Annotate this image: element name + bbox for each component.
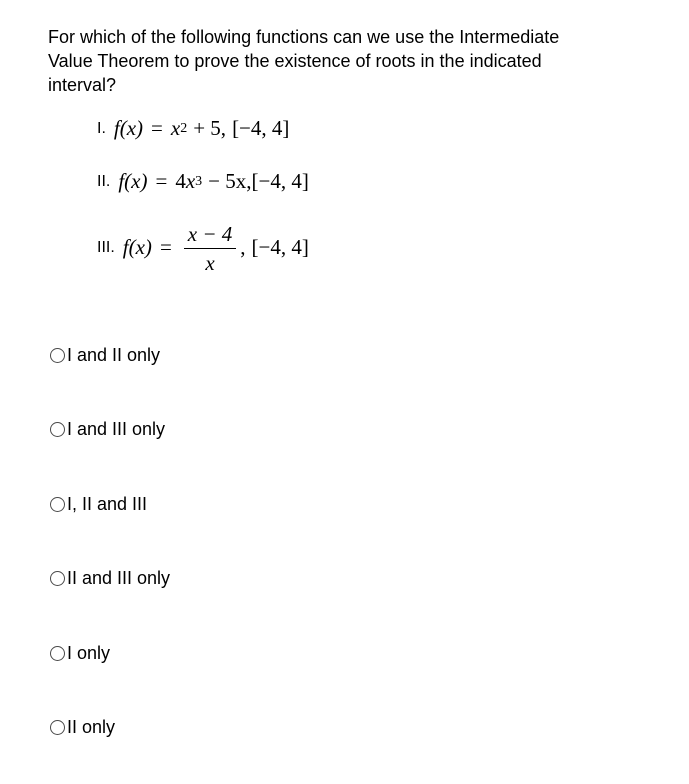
equals-sign: = <box>155 169 168 193</box>
answer-option[interactable] <box>50 492 147 516</box>
answer-option[interactable] <box>50 566 170 590</box>
radio-button-icon[interactable] <box>50 497 65 512</box>
item-label: I. <box>97 119 106 137</box>
expression-rest: − 5x, <box>208 169 252 193</box>
function-expression: f(x) = 4 x 3 − 5x, [−4, 4] <box>118 169 309 193</box>
variable: x <box>170 116 181 140</box>
question-text: For which of the following functions can we use the Intermediate Value Theorem to prove the existence of roots in the indicated interval? <box>48 27 560 95</box>
expression-rest: + 5, <box>193 116 227 140</box>
interval: [−4, 4] <box>232 116 290 140</box>
fraction-denominator: x <box>205 251 215 275</box>
function-lhs: f(x) <box>113 116 144 140</box>
interval: [−4, 4] <box>251 235 309 259</box>
variable: x <box>185 169 196 193</box>
item-label: II. <box>97 172 111 190</box>
answer-option[interactable] <box>50 343 160 367</box>
item-label: III. <box>97 238 115 256</box>
function-item-1 <box>97 116 289 141</box>
function-lhs: f(x) <box>122 235 152 259</box>
function-item-3 <box>97 222 309 273</box>
answer-option[interactable] <box>50 417 165 441</box>
radio-button-icon[interactable] <box>50 571 65 586</box>
equals-sign: = <box>159 235 172 259</box>
radio-button-icon[interactable] <box>50 646 65 661</box>
option-label[interactable]: I and III only <box>67 419 166 439</box>
function-expression <box>123 222 309 273</box>
equals-sign: = <box>151 116 163 140</box>
option-label[interactable]: I and II only <box>67 345 161 365</box>
answer-option[interactable] <box>50 641 110 665</box>
option-label[interactable]: I only <box>67 643 111 663</box>
function-lhs: f(x) <box>118 169 148 193</box>
option-label[interactable]: II and III only <box>67 568 171 588</box>
option-label[interactable]: II only <box>67 717 116 737</box>
radio-button-icon[interactable] <box>50 720 65 735</box>
radio-button-icon[interactable] <box>50 422 65 437</box>
fraction-numerator: x − 4 <box>184 223 237 249</box>
option-label[interactable]: I, II and III <box>67 494 148 514</box>
function-item-2 <box>97 169 309 194</box>
interval: [−4, 4] <box>251 169 309 193</box>
coefficient: 4 <box>175 169 186 193</box>
fraction <box>184 223 237 274</box>
function-expression: f(x) = x 2 + 5, [−4, 4] <box>113 116 290 140</box>
radio-button-icon[interactable] <box>50 348 65 363</box>
comma: , <box>240 235 246 259</box>
answer-option[interactable] <box>50 715 115 739</box>
